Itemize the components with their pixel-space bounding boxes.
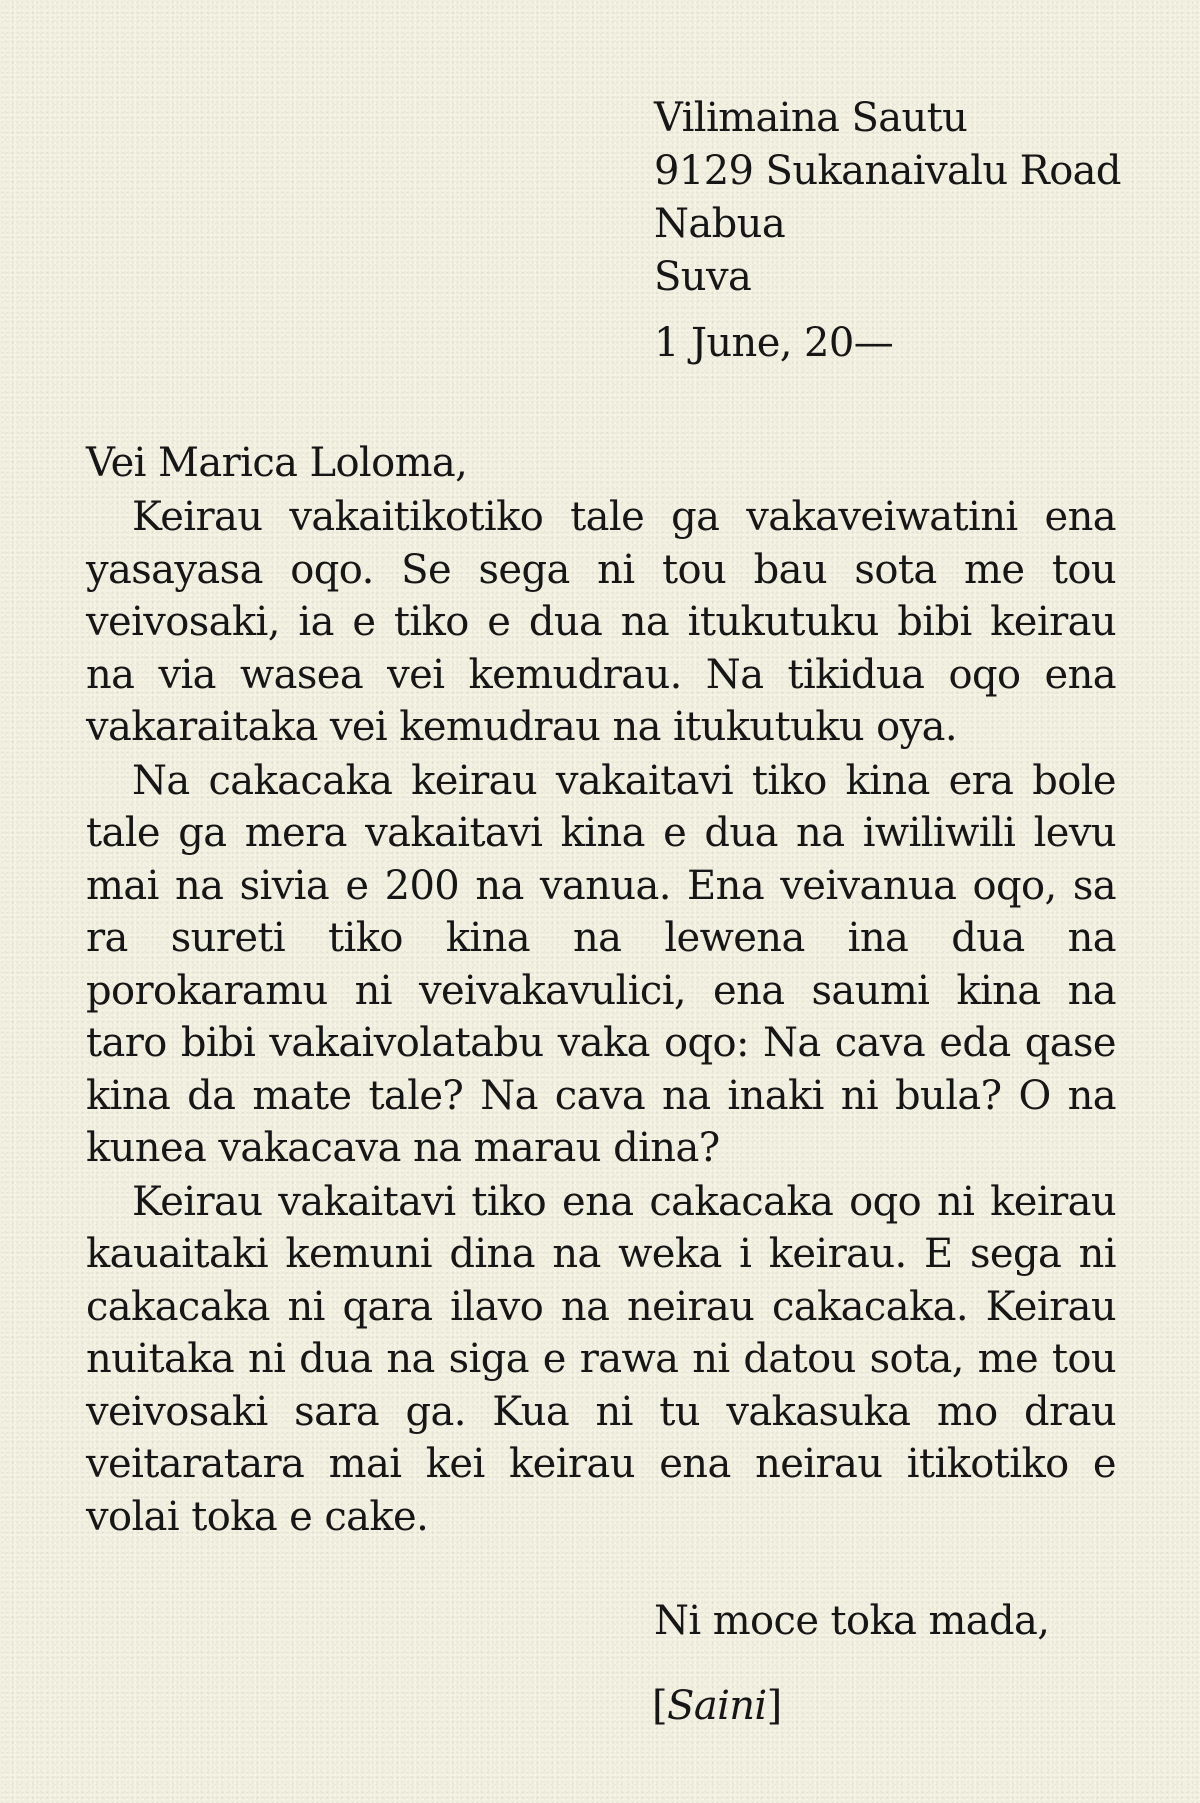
signature-open-bracket: [ — [652, 1683, 668, 1729]
sender-address — [654, 92, 1121, 304]
letter-date: 1 June, 20— — [654, 320, 894, 366]
signature-close-bracket: ] — [766, 1683, 782, 1729]
body-paragraph: Keirau vakaitikotiko tale ga vakaveiwatini ena yasayasa oqo. Se sega ni tou bau sota me tou veivosaki, ia e tiko e dua na itukutuku bibi keirau na via wasea vei kemudrau. Na tikidua oqo ena vakaraitaka vei kemudrau na itukutuku oya. — [86, 494, 1116, 750]
body-paragraph: Na cakacaka keirau vakaitavi tiko kina era bole tale ga mera vakaitavi kina e dua na iwiliwili levu mai na sivia e 200 na vanua. Ena veivanua oqo, sa ra sureti tiko kina na lewena ina dua na porokaramu ni veivakavulici, ena saumi kina na taro bibi vakaivolatabu vaka oqo: Na cava eda qase kina da mate tale? Na cava na inaki ni bula? O na kunea vakacava na marau dina? — [86, 757, 1116, 1171]
closing: Ni moce toka mada, — [654, 1598, 1050, 1644]
sender-city: Suva — [654, 254, 752, 300]
salutation: Vei Marica Loloma, — [86, 440, 468, 486]
sender-street: 9129 Sukanaivalu Road — [654, 148, 1121, 194]
sender-name: Vilimaina Sautu — [654, 95, 968, 141]
letter-body — [86, 491, 1116, 1544]
signature — [652, 1680, 782, 1733]
body-paragraph: Keirau vakaitavi tiko ena cakacaka oqo ni keirau kauaitaki kemuni dina na weka i keirau. E sega ni cakacaka ni qara ilavo na neirau cakacaka. Keirau nuitaka ni dua na siga e rawa ni datou sota, me tou veivosaki sara ga. Kua ni tu vakasuka mo drau veitaratara mai kei keirau ena neirau itikotiko e volai toka e cake. — [86, 1178, 1116, 1540]
signature-name: Saini — [667, 1683, 767, 1729]
sender-locality: Nabua — [654, 201, 786, 247]
